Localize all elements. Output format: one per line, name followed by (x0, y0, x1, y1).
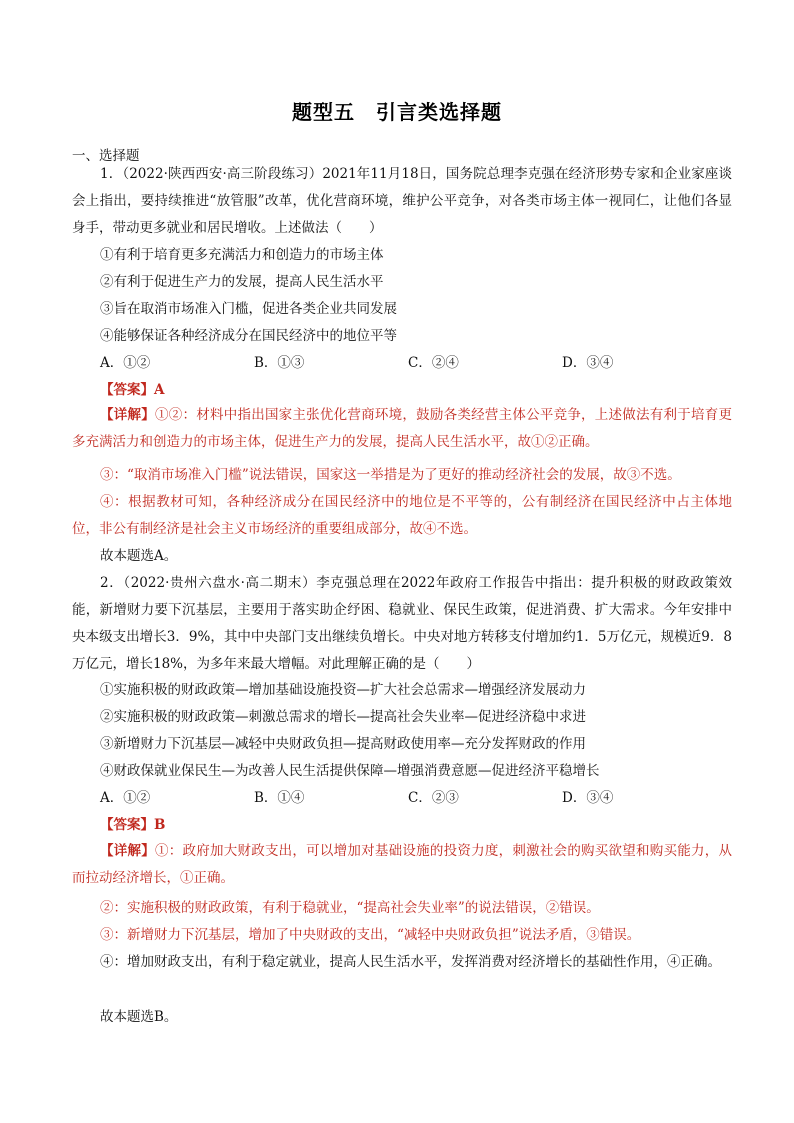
q2-item: ②实施积极的财政政策—刺激总需求的增长—提高社会失业率—促进经济稳中求进 (100, 709, 586, 725)
q2-detail-label: 【详解】 (100, 843, 155, 859)
q1-item: ④能够保证各种经济成分在国民经济中的地位平等 (100, 328, 397, 344)
q2-stem: 2．（2022·贵州六盘水·高二期末）李克强总理在2022年政府工作报告中指出：提升积极的财政政策效能，新增财力要下沉基层，主要用于落实助企纾困、稳就业、保民生政策，促进消费、扩大需求。今年安排中央本级支出增长3．9%，其中中央部门支出继续负增长。中央对地方转移支付增加约1．5万亿元，规模近9．8万亿元，增长18%，为多年来最大增幅。对此理解正确的是（ ） (72, 575, 732, 672)
q1-detail-label: 【详解】 (100, 407, 155, 423)
q1-detail-text: ①②：材料中指出国家主张优化营商环境，鼓励各类经营主体公平竞争，上述做法有利于培育更多充满活力和创造力的市场主体，促进生产力的发展，提高人民生活水平，故①②正确。 (72, 407, 733, 450)
q2-detail-3: ③：新增财力下沉基层，增加了中央财政的支出，“减轻中央财政负担”说法矛盾，③错误。 (100, 927, 641, 943)
q2-detail-2: ②：实施积极的财政政策，有利于稳就业，“提高社会失业率”的说法错误，②错误。 (100, 900, 600, 916)
q1-detail-2: ③：“取消市场准入门槛”说法错误，国家这一举措是为了更好的推动经济社会的发展，故③不选。 (100, 467, 681, 483)
q1-item: ①有利于培育更多充满活力和创造力的市场主体 (100, 247, 384, 263)
q2-option-d: D．③④ (562, 790, 614, 806)
q2-option-a: A．①② (100, 790, 151, 806)
q2-options (100, 788, 732, 808)
q1-item: ③旨在取消市场准入门槛，促进各类企业共同发展 (100, 301, 397, 317)
q1-item: ②有利于促进生产力的发展，提高人民生活水平 (100, 274, 384, 290)
q2-detail-text: ①：政府加大财政支出，可以增加对基础设施的投资力度，刺激社会的购买欲望和购买能力，从而拉动经济增长，①正确。 (72, 843, 733, 886)
q2-conclusion: 故本题选B。 (100, 1009, 178, 1025)
page-title: 题型五 引言类选择题 (292, 100, 502, 124)
q2-detail-1 (72, 838, 732, 892)
q1-options (100, 353, 732, 373)
q1-detail-3: ④：根据教材可知，各种经济成分在国民经济中的地位是不平等的，公有制经济在国民经济中占主体地位，非公有制经济是社会主义市场经济的重要组成部分，故④不选。 (72, 494, 732, 537)
q2-item: ③新增财力下沉基层—减轻中央财政负担—提高财政使用率—充分发挥财政的作用 (100, 736, 586, 752)
q1-stem: 1．（2022·陕西西安·高三阶段练习）2021年11月18日，国务院总理李克强在经济形势专家和企业家座谈会上指出，要持续推进“放管服”改革，优化营商环境，维护公平竞争，对各类市场主体一视同仁，让他们各显身手，带动更多就业和居民增收。上述做法（ ） (72, 166, 732, 236)
q1-option-b: B．①③ (254, 355, 305, 371)
q2-item: ④财政保就业保民生—为改善人民生活提供保障—增强消费意愿—促进经济平稳增长 (100, 763, 600, 779)
q2-item: ①实施积极的财政政策—增加基础设施投资—扩大社会总需求—增强经济发展动力 (100, 682, 586, 698)
q1-answer: 【答案】A (100, 382, 165, 398)
q1-conclusion: 故本题选A。 (100, 548, 178, 564)
q2-detail-4: ④：增加财政支出，有利于稳定就业，提高人民生活水平，发挥消费对经济增长的基础性作用，④正确。 (100, 954, 721, 970)
q1-option-d: D．③④ (562, 355, 614, 371)
q2-option-c: C．②③ (408, 790, 459, 806)
q2-answer: 【答案】B (100, 817, 166, 833)
q2-option-b: B．①④ (254, 790, 305, 806)
q1-option-c: C．②④ (408, 355, 459, 371)
q1-detail-1 (72, 402, 732, 456)
section-heading: 一、选择题 (72, 148, 140, 164)
q1-option-a: A．①② (100, 355, 151, 371)
